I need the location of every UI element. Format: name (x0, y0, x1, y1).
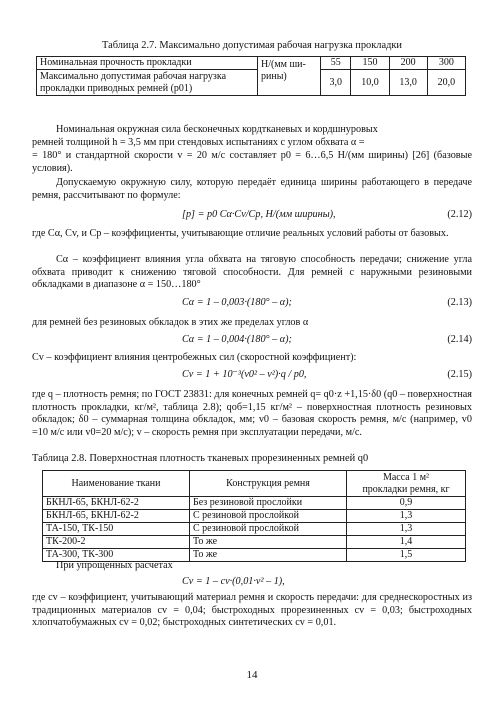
table-2-7-caption: Таблица 2.7. Максимально допустимая рабочая нагрузка прокладки (102, 40, 402, 51)
table-row (37, 57, 466, 70)
table-cell: 10,0 (351, 70, 389, 96)
table-row (37, 70, 466, 96)
table-cell: То же (190, 536, 347, 549)
table-cell: То же (190, 549, 347, 562)
paragraph: где q – плотность ремня; по ГОСТ 23831: для конечных ремней q= q0·z +1,15·δ0 (q0 – поверхностная плотность прокладки, кг/м², таблица 2.8); qоб=1,15 кг/м² – поверхностная плотность резиновых обкладок; δ0 – суммарная толщина обкладок, мм; v0 – базовая скорость ремня, м/с (например, v0 =10 м/с или v0=20 м/с); v – скорость ремня при эксплуатации передачи, м/с. (32, 389, 472, 438)
paragraph: Cα – коэффициент влияния угла обхвата на тяговую способность передачи; снижение угла обхвата приводит к снижению тяговой способности. Для ремней с наружными резиновыми обкладками в диапазоне α = 150…180° (32, 254, 472, 291)
table-cell: 1,3 (347, 523, 466, 536)
table-cell: 1,4 (347, 536, 466, 549)
table-cell: 200 (389, 57, 427, 70)
cell-line: Максимально допустимая рабочая нагрузка (40, 70, 227, 82)
paragraph: где cv – коэффициент, учитывающий материал ремня и скорость передачи: для среднескоростных из традиционных материалов cv = 0,04; быстроходных прорезиненных cv = 0,03; быстроходных хлопчатобумажных cv = 0,02; быстроходных синтетических cv = 0,01. (32, 592, 472, 629)
unit-line: рины) (261, 70, 287, 82)
formula-2-12: [p] = p0 Cα·Cv/Cp, Н/(мм ширины), (182, 209, 336, 220)
table-cell (37, 70, 258, 96)
table-cell: С резиновой прослойкой (190, 510, 347, 523)
equation-number: (2.12) (447, 209, 472, 220)
unit-line: Н/(мм ши- (261, 59, 306, 70)
text-line: для ремней без резиновых обкладок в этих же пределах углов α (32, 317, 309, 328)
table-row (43, 497, 466, 510)
formula-2-15: Cv = 1 + 10⁻³(v0² – v²)·q / p0, (182, 369, 307, 380)
table-cell: ТА-150, ТК-150 (43, 523, 190, 536)
cell-line: прокладки приводных ремней (p01) (40, 82, 193, 94)
header-line: Масса 1 м² (382, 471, 430, 483)
table-2-8-caption: Таблица 2.8. Поверхностная плотность тканевых прорезиненных ремней q0 (32, 453, 369, 464)
unit-cell (258, 57, 321, 96)
formula-2-13: Cα = 1 – 0,003·(180° – α); (182, 297, 292, 308)
formula-cv-simplified: Cv = 1 – cv·(0,01·v² – 1), (182, 576, 285, 587)
table-cell: 300 (427, 57, 465, 70)
table-row (43, 471, 466, 497)
text-line: ремней толщиной h = 3,5 мм при стендовых испытаниях с углом обхвата α = (32, 137, 365, 148)
table-row (43, 536, 466, 549)
table-header-cell (347, 471, 466, 497)
equation-number: (2.15) (447, 369, 472, 380)
table-cell: 1,3 (347, 510, 466, 523)
table-cell: 0,9 (347, 497, 466, 510)
table-row (43, 523, 466, 536)
table-row (43, 510, 466, 523)
text-line: Cv – коэффициент влияния центробежных сил (скоростной коэффициент): (32, 352, 357, 363)
table-cell: БКНЛ-65, БКНЛ-62-2 (43, 510, 190, 523)
header-line: прокладки ремня, кг (362, 483, 450, 495)
table-2-7 (36, 56, 466, 96)
paragraph: = 180° и стандартной скорости v = 20 м/с составляет p0 = 6…6,5 Н/(мм ширины) [26] (базовые условия). (32, 150, 472, 174)
equation-number: (2.13) (447, 297, 472, 308)
table-cell: 3,0 (321, 70, 351, 96)
table-cell: ТК-200-2 (43, 536, 190, 549)
paragraph: где Cα, Cv, и Cp – коэффициенты, учитывающие отличие реальных условий работы от базовых. (32, 228, 449, 239)
table-cell: БКНЛ-65, БКНЛ-62-2 (43, 497, 190, 510)
page-number: 14 (246, 669, 258, 681)
table-cell: 55 (321, 57, 351, 70)
table-cell: 20,0 (427, 70, 465, 96)
equation-number: (2.14) (447, 334, 472, 345)
table-cell: 13,0 (389, 70, 427, 96)
table-2-8 (42, 470, 466, 562)
table-header-cell: Конструкция ремня (190, 471, 347, 497)
table-header-cell: Наименование ткани (43, 471, 190, 497)
table-cell: Без резиновой прослойки (190, 497, 347, 510)
formula-2-14: Cα = 1 – 0,004·(180° – α); (182, 334, 292, 345)
text-line: При упрощённых расчётах (56, 560, 173, 571)
table-cell: С резиновой прослойкой (190, 523, 347, 536)
table-cell: 1,5 (347, 549, 466, 562)
paragraph: Допускаемую окружную силу, которую передаёт единица ширины работающего в передаче ремня, рассчитывают по формуле: (32, 177, 472, 201)
table-cell: 150 (351, 57, 389, 70)
table-cell: Номинальная прочность прокладки (37, 57, 258, 70)
table-cell: ТА-300, ТК-300 (43, 549, 190, 562)
text-line: Номинальная окружная сила бесконечных кордтканевых и кордшнуровых (56, 124, 378, 135)
